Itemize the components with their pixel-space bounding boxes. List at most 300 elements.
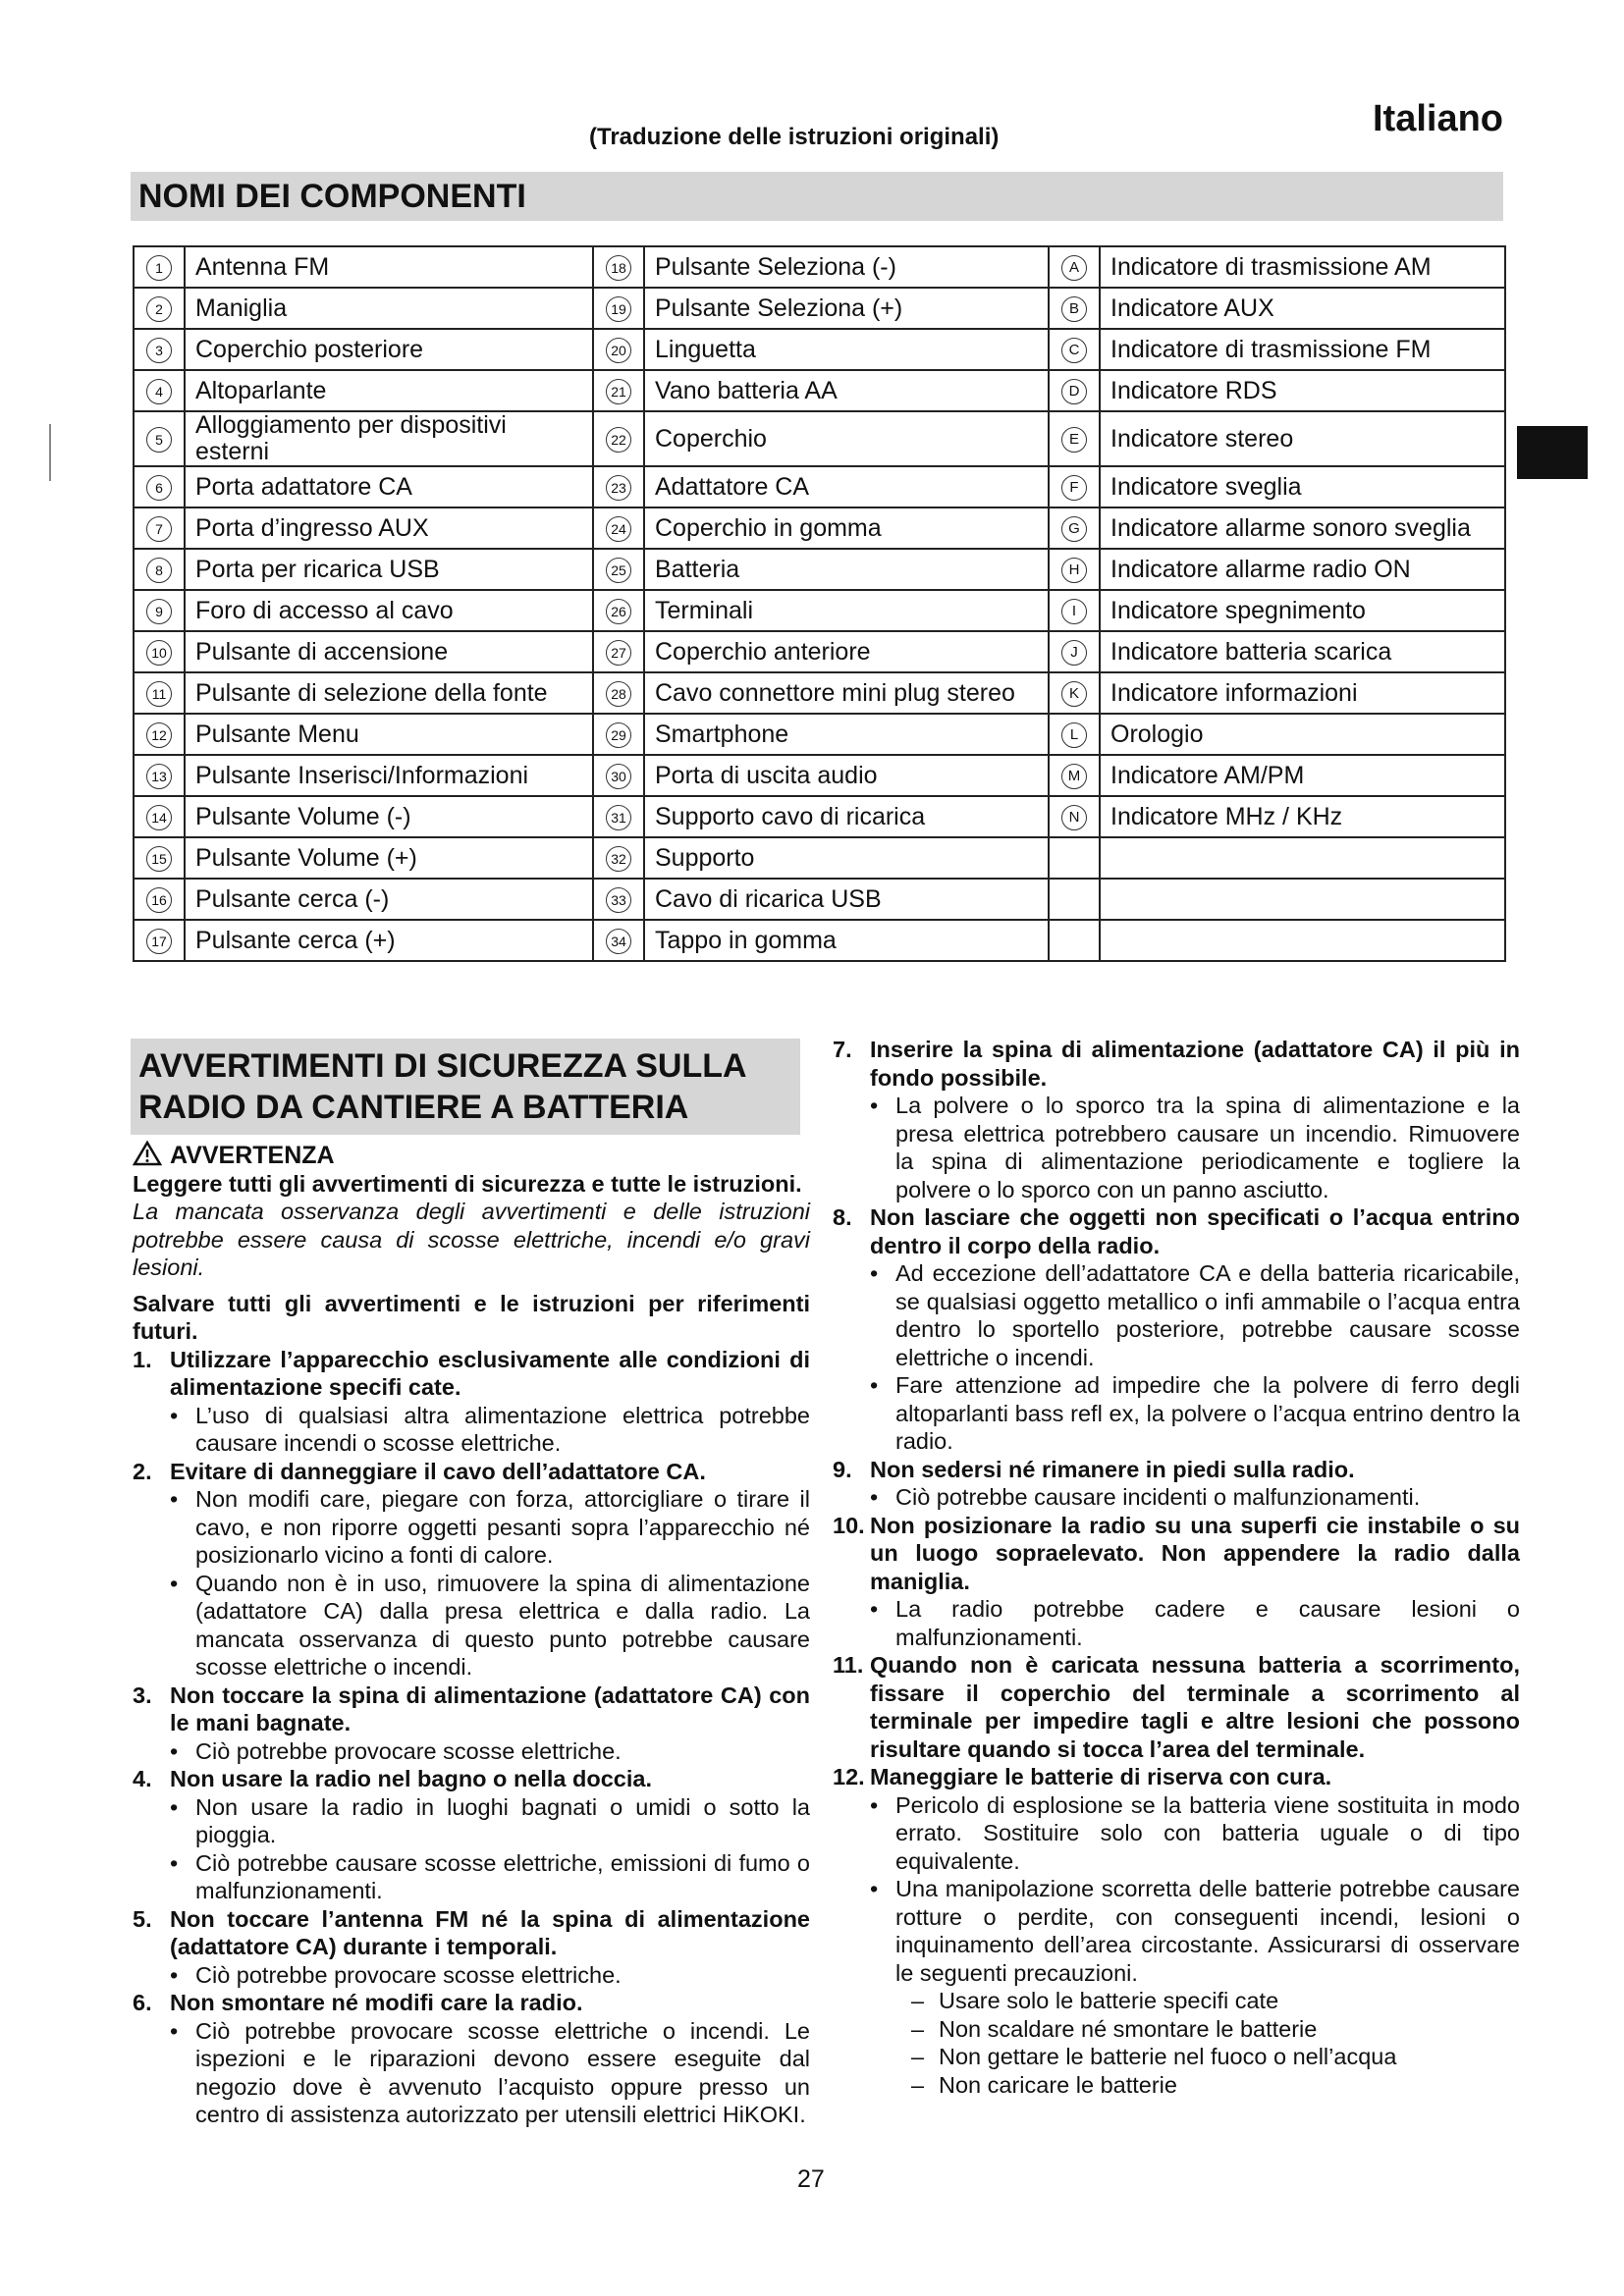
component-number-cell xyxy=(134,714,185,755)
safety-item-title xyxy=(133,1905,810,1961)
safety-bullet xyxy=(833,1092,1520,1203)
component-name: Coperchio posteriore xyxy=(195,335,424,363)
component-name: Porta di uscita audio xyxy=(655,761,878,789)
safety-item-title xyxy=(833,1763,1520,1791)
component-name-cell xyxy=(1100,329,1505,370)
intro-bold: Leggere tutti gli avvertimenti di sicurezza e tutte le istruzioni. xyxy=(133,1170,802,1197)
component-number-cell xyxy=(1049,507,1100,549)
component-number: 1 xyxy=(146,255,172,281)
component-number: 25 xyxy=(606,558,631,583)
component-number: K xyxy=(1061,681,1087,707)
bullet-icon: • xyxy=(170,2017,179,2044)
component-number-cell xyxy=(1049,549,1100,590)
safety-bullet-text: Quando non è in uso, rimuovere la spina di alimentazione (adattatore CA) dalla presa elettrica e dalla radio. La mancata osservanza di questo punto potrebbe causare scosse elettriche o incendi. xyxy=(195,1570,810,1680)
component-number: 31 xyxy=(606,805,631,830)
component-number: 13 xyxy=(146,764,172,789)
component-number: 33 xyxy=(606,887,631,913)
component-name: Pulsante di selezione della fonte xyxy=(195,678,548,707)
component-number: 24 xyxy=(606,516,631,542)
component-number-cell xyxy=(593,672,644,714)
component-name: Indicatore di trasmissione AM xyxy=(1110,252,1432,281)
component-name: Porta per ricarica USB xyxy=(195,555,440,583)
component-name-cell xyxy=(644,879,1049,920)
safety-title-line1: AVVERTIMENTI DI SICUREZZA SULLA xyxy=(138,1047,747,1085)
component-number: C xyxy=(1061,338,1087,363)
component-name: Antenna FM xyxy=(195,252,330,281)
component-name: Pulsante Volume (-) xyxy=(195,802,411,830)
component-name: Indicatore allarme sonoro sveglia xyxy=(1110,513,1471,542)
warning-triangle-icon xyxy=(133,1141,162,1166)
component-number: E xyxy=(1061,427,1087,453)
component-name-cell xyxy=(644,411,1049,466)
component-number: 27 xyxy=(606,640,631,666)
components-section-title: NOMI DEI COMPONENTI xyxy=(131,172,1503,221)
component-row xyxy=(134,631,1505,672)
components-table xyxy=(133,245,1506,962)
component-name-cell xyxy=(185,631,593,672)
component-row xyxy=(134,920,1505,961)
component-number: 17 xyxy=(146,929,172,954)
safety-bullet-text: Non modifi care, piegare con forza, attorcigliare o tirare il cavo, e non riporre oggetti pesanti sopra l’apparecchio né posizionarlo vicino a fonti di calore. xyxy=(195,1486,810,1568)
component-number-cell xyxy=(134,672,185,714)
safety-item-heading: Non posizionare la radio su una superfi cie instabile o su un luogo sopraelevato. Non appendere la radio dalla maniglia. xyxy=(870,1512,1520,1594)
safety-item-heading: Maneggiare le batterie di riserva con cura. xyxy=(870,1764,1332,1789)
component-number-cell xyxy=(593,411,644,466)
bullet-icon: • xyxy=(170,1961,179,1988)
safety-item-number: 8. xyxy=(833,1204,852,1230)
bullet-icon: • xyxy=(870,1791,879,1818)
safety-bullet xyxy=(133,1849,810,1905)
component-number-cell xyxy=(134,590,185,631)
bullet-icon: • xyxy=(870,1372,879,1398)
safety-item-heading: Quando non è caricata nessuna batteria a scorrimento, fissare il coperchio del terminale a scorrimento al terminale per impedire tagli e altre lesioni che possono risultare quando si tocca l’area del terminale. xyxy=(870,1652,1520,1762)
component-name-cell xyxy=(1100,631,1505,672)
component-name-cell xyxy=(1100,246,1505,288)
component-name: Cavo di ricarica USB xyxy=(655,884,882,913)
component-name: Pulsante cerca (+) xyxy=(195,926,396,954)
component-number-cell xyxy=(134,411,185,466)
component-row xyxy=(134,329,1505,370)
component-name-cell xyxy=(185,796,593,837)
component-name-cell xyxy=(1100,288,1505,329)
component-name: Pulsante Menu xyxy=(195,720,359,748)
component-name: Vano batteria AA xyxy=(655,376,838,404)
component-number: 4 xyxy=(146,379,172,404)
safety-item-heading: Evitare di danneggiare il cavo dell’adattatore CA. xyxy=(170,1458,706,1484)
component-name-cell xyxy=(1100,549,1505,590)
component-number-cell xyxy=(1049,755,1100,796)
component-name-cell xyxy=(185,837,593,879)
safety-bullet xyxy=(833,1371,1520,1456)
component-number: 10 xyxy=(146,640,172,666)
component-number-cell xyxy=(134,920,185,961)
safety-bullet-text: Fare attenzione ad impedire che la polvere di ferro degli altoparlanti bass refl ex, la polvere o l’acqua entrino dentro la radio. xyxy=(895,1372,1520,1454)
margin-line xyxy=(49,424,51,481)
safety-section-title xyxy=(131,1039,800,1135)
component-number-cell xyxy=(593,246,644,288)
component-number-cell xyxy=(1049,370,1100,411)
right-column xyxy=(833,1036,1520,2099)
safety-bullet-text: La radio potrebbe cadere e causare lesioni o malfunzionamenti. xyxy=(895,1596,1520,1650)
component-number: A xyxy=(1061,255,1087,281)
safety-item-heading: Non smontare né modifi care la radio. xyxy=(170,1990,583,2015)
component-number: 5 xyxy=(146,427,172,453)
component-number-cell xyxy=(134,549,185,590)
component-number: 15 xyxy=(146,846,172,872)
component-number-cell xyxy=(134,796,185,837)
component-name-cell xyxy=(1100,837,1505,879)
safety-item-number: 7. xyxy=(833,1037,852,1062)
safety-bullet-text: La polvere o lo sporco tra la spina di alimentazione e la presa elettrica potrebbero causare un incendio. Rimuovere la spina di alimentazione periodicamente e togliere la polvere o lo sporco con un panno asciutto. xyxy=(895,1093,1520,1202)
save-note: Salvare tutti gli avvertimenti e le istruzioni per riferimenti futuri. xyxy=(133,1290,810,1344)
safety-bullet-text: Ciò potrebbe provocare scosse elettriche. xyxy=(195,1737,622,1764)
component-number-cell xyxy=(1049,631,1100,672)
safety-item-number: 1. xyxy=(133,1346,152,1372)
component-number-cell xyxy=(134,507,185,549)
component-row xyxy=(134,411,1505,466)
component-number-cell xyxy=(593,714,644,755)
component-name: Indicatore RDS xyxy=(1110,376,1277,404)
safety-dash-text: Non scaldare né smontare le batterie xyxy=(939,2015,1318,2042)
component-name-cell xyxy=(185,549,593,590)
component-number-cell xyxy=(1049,466,1100,507)
component-row xyxy=(134,837,1505,879)
component-number: 29 xyxy=(606,722,631,748)
bullet-icon: • xyxy=(170,1486,179,1512)
component-name-cell xyxy=(185,879,593,920)
component-row xyxy=(134,246,1505,288)
component-number-cell xyxy=(1049,329,1100,370)
component-number-cell xyxy=(134,755,185,796)
bullet-icon: • xyxy=(170,1737,179,1764)
component-number: F xyxy=(1061,475,1087,501)
component-number: M xyxy=(1061,764,1087,789)
component-number: B xyxy=(1061,296,1087,322)
component-number-cell xyxy=(1049,837,1100,879)
bullet-icon: • xyxy=(170,1849,179,1876)
component-name-cell xyxy=(185,466,593,507)
component-name-cell xyxy=(185,590,593,631)
component-number-cell xyxy=(134,246,185,288)
safety-item-title xyxy=(133,1346,810,1402)
safety-item-title xyxy=(133,1989,810,2017)
bullet-icon: • xyxy=(870,1484,879,1510)
component-row xyxy=(134,714,1505,755)
component-number: G xyxy=(1061,516,1087,542)
component-number: 7 xyxy=(146,516,172,542)
component-name-cell xyxy=(1100,590,1505,631)
component-number-cell xyxy=(593,920,644,961)
safety-item-number: 11. xyxy=(833,1652,864,1678)
component-number-cell xyxy=(134,631,185,672)
bullet-icon: • xyxy=(870,1596,879,1622)
bullet-icon: • xyxy=(870,1093,879,1118)
component-number: 16 xyxy=(146,887,172,913)
bullet-icon: • xyxy=(170,1793,179,1820)
component-number-cell xyxy=(593,590,644,631)
component-name-cell xyxy=(185,411,593,466)
left-items xyxy=(133,1346,810,2129)
component-number: 26 xyxy=(606,599,631,624)
component-name-cell xyxy=(1100,755,1505,796)
safety-bullet xyxy=(133,1961,810,1990)
component-name-cell xyxy=(1100,466,1505,507)
component-number-cell xyxy=(1049,590,1100,631)
component-name-cell xyxy=(644,920,1049,961)
component-row xyxy=(134,507,1505,549)
safety-item-heading: Non sedersi né rimanere in piedi sulla radio. xyxy=(870,1456,1355,1482)
safety-item-number: 5. xyxy=(133,1905,152,1932)
safety-item-number: 9. xyxy=(833,1456,852,1482)
component-name: Pulsante Seleziona (+) xyxy=(655,294,903,322)
component-number: 19 xyxy=(606,296,631,322)
safety-bullet-text: Ad eccezione dell’adattatore CA e della batteria ricaricabile, se qualsiasi oggetto metallico o infi ammabile o l’acqua entra dentro lo sportello posteriore, potrebbe causare scosse elettriche o incendi. xyxy=(895,1260,1520,1370)
component-name-cell xyxy=(1100,796,1505,837)
component-name-cell xyxy=(644,288,1049,329)
left-column xyxy=(133,1141,810,2129)
component-number: 34 xyxy=(606,929,631,954)
component-name: Indicatore informazioni xyxy=(1110,678,1358,707)
safety-bullet xyxy=(133,2017,810,2129)
safety-item-number: 12. xyxy=(833,1764,865,1789)
safety-item-title xyxy=(833,1651,1520,1763)
component-name-cell xyxy=(185,246,593,288)
component-number: 3 xyxy=(146,338,172,363)
component-name: Terminali xyxy=(655,596,754,624)
component-name: Indicatore AUX xyxy=(1110,294,1274,322)
component-number-cell xyxy=(593,755,644,796)
component-number-cell xyxy=(134,837,185,879)
component-number-cell xyxy=(593,329,644,370)
safety-item-title xyxy=(833,1036,1520,1092)
warning-heading xyxy=(133,1141,810,1170)
component-name: Indicatore MHz / KHz xyxy=(1110,802,1343,830)
component-number: 20 xyxy=(606,338,631,363)
component-name: Pulsante Inserisci/Informazioni xyxy=(195,761,529,789)
component-number: 28 xyxy=(606,681,631,707)
component-name-cell xyxy=(644,329,1049,370)
component-number: 2 xyxy=(146,296,172,322)
component-name-cell xyxy=(644,714,1049,755)
right-items xyxy=(833,1036,1520,2099)
component-number-cell xyxy=(593,631,644,672)
component-number: N xyxy=(1061,805,1087,830)
component-name-cell xyxy=(185,329,593,370)
component-number-cell xyxy=(593,288,644,329)
component-row xyxy=(134,549,1505,590)
component-name: Porta adattatore CA xyxy=(195,472,412,501)
component-name: Indicatore allarme radio ON xyxy=(1110,555,1411,583)
safety-bullet xyxy=(133,1737,810,1766)
safety-dash-text: Non gettare le batterie nel fuoco o nell’acqua xyxy=(939,2044,1397,2069)
component-name-cell xyxy=(644,246,1049,288)
safety-bullet xyxy=(133,1402,810,1458)
safety-bullet-text: Ciò potrebbe provocare scosse elettriche o incendi. Le ispezioni e le riparazioni devono essere eseguite dal negozio dove è avvenuto l’acquisto oppure presso un centro di assistenza autorizzato per utensili elettrici HiKOKI. xyxy=(195,2017,810,2127)
component-number: I xyxy=(1061,599,1087,624)
safety-bullet xyxy=(833,1483,1520,1512)
component-row xyxy=(134,672,1505,714)
component-name: Tappo in gomma xyxy=(655,926,837,954)
safety-dash-item xyxy=(833,2071,1520,2100)
safety-bullet xyxy=(833,1259,1520,1371)
component-name: Indicatore di trasmissione FM xyxy=(1110,335,1432,363)
dash-icon: – xyxy=(911,2015,925,2042)
component-name: Porta d’ingresso AUX xyxy=(195,513,429,542)
safety-bullet-text: Ciò potrebbe causare scosse elettriche, emissioni di fumo o malfunzionamenti. xyxy=(195,1849,810,1903)
safety-item-heading: Non toccare l’antenna FM né la spina di alimentazione (adattatore CA) durante i temporali. xyxy=(170,1905,810,1959)
safety-dash-item xyxy=(833,2015,1520,2044)
component-number: 12 xyxy=(146,722,172,748)
component-number: 30 xyxy=(606,764,631,789)
component-name: Indicatore batteria scarica xyxy=(1110,637,1392,666)
component-number: D xyxy=(1061,379,1087,404)
component-name-cell xyxy=(644,796,1049,837)
component-name: Supporto xyxy=(655,843,755,872)
component-name-cell xyxy=(185,714,593,755)
component-name-cell xyxy=(185,755,593,796)
component-number: 14 xyxy=(146,805,172,830)
component-name: Maniglia xyxy=(195,294,288,322)
component-number-cell xyxy=(1049,411,1100,466)
safety-item-heading: Non lasciare che oggetti non specificati o l’acqua entrino dentro il corpo della radio. xyxy=(870,1204,1520,1258)
component-name-cell xyxy=(644,590,1049,631)
component-number: J xyxy=(1061,640,1087,666)
component-name-cell xyxy=(1100,370,1505,411)
component-row xyxy=(134,370,1505,411)
page-number: 27 xyxy=(797,2165,825,2193)
component-number: L xyxy=(1061,722,1087,748)
safety-item-heading: Non toccare la spina di alimentazione (adattatore CA) con le mani bagnate. xyxy=(170,1682,810,1735)
component-name: Pulsante di accensione xyxy=(195,637,449,666)
component-name-cell xyxy=(1100,507,1505,549)
safety-bullet-text: Ciò potrebbe provocare scosse elettriche. xyxy=(195,1961,622,1988)
component-name: Alloggiamento per dispositivi esterni xyxy=(195,411,507,465)
dash-icon: – xyxy=(911,2044,925,2069)
component-name: Indicatore AM/PM xyxy=(1110,761,1305,789)
intro-italic: La mancata osservanza degli avvertimenti e delle istruzioni potrebbe essere causa di scosse elettriche, incendi e/o gravi lesioni. xyxy=(133,1199,810,1280)
components-table-body xyxy=(134,246,1505,961)
safety-dash-item xyxy=(833,1987,1520,2015)
component-row xyxy=(134,879,1505,920)
component-number: 8 xyxy=(146,558,172,583)
safety-item-number: 3. xyxy=(133,1682,152,1708)
safety-item-number: 6. xyxy=(133,1990,152,2015)
component-number: 11 xyxy=(146,681,172,707)
safety-item-title xyxy=(833,1203,1520,1259)
component-number: 23 xyxy=(606,475,631,501)
safety-dash-item xyxy=(833,2043,1520,2071)
language-label: Italiano xyxy=(1373,98,1504,139)
component-row xyxy=(134,288,1505,329)
component-number-cell xyxy=(1049,246,1100,288)
component-name: Foro di accesso al cavo xyxy=(195,596,454,624)
component-row xyxy=(134,466,1505,507)
component-number-cell xyxy=(593,549,644,590)
component-name: Pulsante Seleziona (-) xyxy=(655,252,896,281)
component-name: Coperchio in gomma xyxy=(655,513,882,542)
translation-note: (Traduzione delle istruzioni originali) xyxy=(589,124,1000,150)
component-name: Pulsante cerca (-) xyxy=(195,884,390,913)
safety-title-line2: RADIO DA CANTIERE A BATTERIA xyxy=(138,1089,689,1126)
safety-bullet xyxy=(133,1793,810,1849)
safety-bullet xyxy=(833,1875,1520,1987)
component-name-cell xyxy=(644,507,1049,549)
component-number-cell xyxy=(593,507,644,549)
safety-item-title xyxy=(833,1512,1520,1596)
bullet-icon: • xyxy=(870,1260,879,1286)
component-name-cell xyxy=(185,507,593,549)
language-tab-marker xyxy=(1517,426,1588,479)
component-number-cell xyxy=(593,879,644,920)
component-number: 18 xyxy=(606,255,631,281)
component-number: 22 xyxy=(606,427,631,453)
component-name: Pulsante Volume (+) xyxy=(195,843,417,872)
component-name-cell xyxy=(644,631,1049,672)
safety-bullet-text: L’uso di qualsiasi altra alimentazione elettrica potrebbe causare incendi o scosse elettriche. xyxy=(195,1402,810,1456)
component-number-cell xyxy=(134,288,185,329)
component-name-cell xyxy=(1100,411,1505,466)
safety-bullet-text: Una manipolazione scorretta delle batterie potrebbe causare rotture o perdite, con conseguenti incendi, lesioni o inquinamento dell’area circostante. Assicurarsi di osservare le seguenti precauzioni. xyxy=(895,1876,1520,1986)
component-number: H xyxy=(1061,558,1087,583)
component-number-cell xyxy=(593,466,644,507)
component-name-cell xyxy=(1100,672,1505,714)
component-name: Smartphone xyxy=(655,720,789,748)
component-number-cell xyxy=(1049,920,1100,961)
safety-dash-text: Usare solo le batterie specifi cate xyxy=(939,1988,1279,2013)
component-name-cell xyxy=(1100,879,1505,920)
safety-item-heading: Utilizzare l’apparecchio esclusivamente alle condizioni di alimentazione specifi cate. xyxy=(170,1346,810,1400)
bullet-icon: • xyxy=(870,1876,879,1901)
component-number-cell xyxy=(593,837,644,879)
component-row xyxy=(134,755,1505,796)
component-name: Indicatore stereo xyxy=(1110,424,1294,453)
component-number-cell xyxy=(1049,672,1100,714)
dash-icon: – xyxy=(911,1988,925,2013)
component-row xyxy=(134,796,1505,837)
component-name: Indicatore spegnimento xyxy=(1110,596,1366,624)
component-number: 9 xyxy=(146,599,172,624)
component-name: Coperchio anteriore xyxy=(655,637,871,666)
component-name: Linguetta xyxy=(655,335,756,363)
component-name: Altoparlante xyxy=(195,376,327,404)
safety-item-title xyxy=(133,1458,810,1486)
component-number-cell xyxy=(593,796,644,837)
safety-bullet xyxy=(133,1485,810,1570)
component-number-cell xyxy=(1049,796,1100,837)
component-number-cell xyxy=(134,329,185,370)
safety-dash-text: Non caricare le batterie xyxy=(939,2071,1177,2098)
component-name-cell xyxy=(1100,714,1505,755)
safety-item-title xyxy=(133,1682,810,1737)
component-name-cell xyxy=(185,920,593,961)
safety-item-heading: Inserire la spina di alimentazione (adattatore CA) il più in fondo possibile. xyxy=(870,1037,1520,1091)
component-name-cell xyxy=(644,837,1049,879)
component-number: 6 xyxy=(146,475,172,501)
component-name-cell xyxy=(185,370,593,411)
component-name: Adattatore CA xyxy=(655,472,810,501)
component-name: Supporto cavo di ricarica xyxy=(655,802,926,830)
component-number-cell xyxy=(1049,879,1100,920)
component-name-cell xyxy=(644,549,1049,590)
component-name-cell xyxy=(185,672,593,714)
component-name-cell xyxy=(644,755,1049,796)
component-name-cell xyxy=(644,370,1049,411)
component-name-cell xyxy=(644,466,1049,507)
bullet-icon: • xyxy=(170,1402,179,1428)
safety-bullet-text: Non usare la radio in luoghi bagnati o umidi o sotto la pioggia. xyxy=(195,1793,810,1847)
safety-item-number: 2. xyxy=(133,1458,152,1484)
component-name-cell xyxy=(185,288,593,329)
